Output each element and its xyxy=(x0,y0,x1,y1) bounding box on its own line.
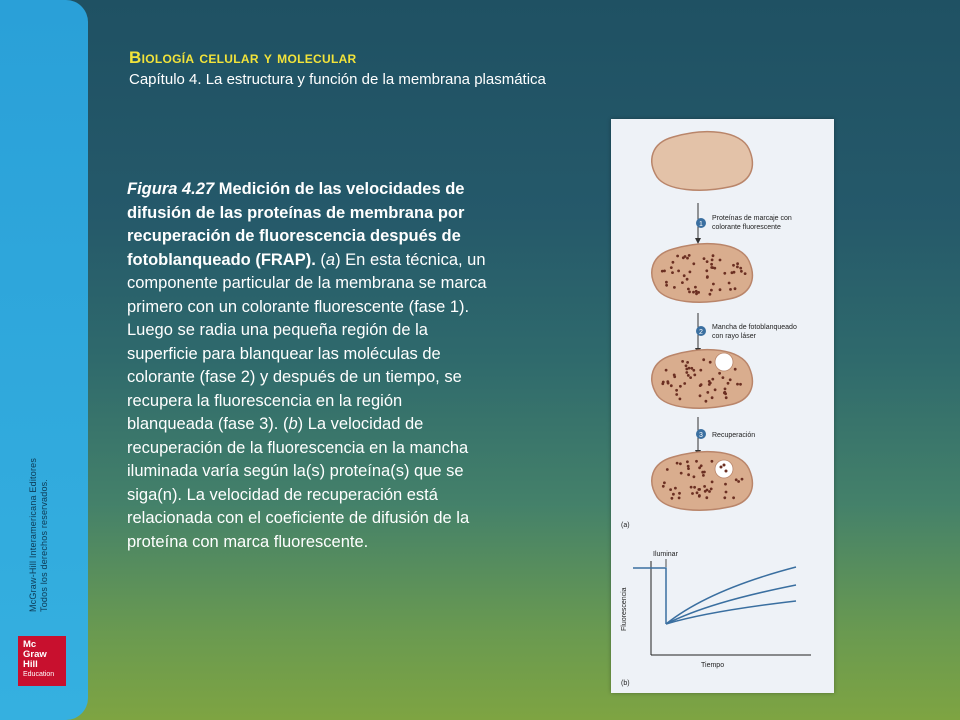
dye-dot xyxy=(686,278,689,281)
dye-dot xyxy=(706,276,709,279)
dye-dot xyxy=(688,291,691,294)
dye-dot xyxy=(699,394,702,397)
dye-dot xyxy=(725,396,728,399)
dye-dot xyxy=(692,262,695,265)
dye-dot xyxy=(682,256,685,259)
dye-dot xyxy=(711,378,714,381)
dye-dot xyxy=(705,496,708,499)
dye-dot xyxy=(666,380,669,383)
step-1-label-line-2: colorante fluorescente xyxy=(712,224,781,231)
dye-dot xyxy=(679,398,682,401)
dye-dot xyxy=(708,383,711,386)
dye-dot xyxy=(672,493,675,496)
dye-dot xyxy=(700,464,703,467)
dye-dot xyxy=(678,492,681,495)
caption-text-2: ) En esta técnica, un componente particular de la membrana se marca primero con un colorante fluorescente (fase 1). Luego se radia una pequeña región de la superficie para blanquear las moléculas de colorante (fase 2) y después de un tiempo, se recupera la fluorescencia en la región blanqueada (fase 3). ( xyxy=(127,250,487,433)
dye-dot xyxy=(685,371,688,374)
dye-dot xyxy=(693,374,696,377)
dye-dot xyxy=(692,291,695,294)
dye-dot xyxy=(703,485,706,488)
dye-dot xyxy=(712,254,715,257)
logo-line-2: Graw xyxy=(23,649,47,660)
dye-dot xyxy=(739,267,742,270)
caption-ref-b: b xyxy=(288,415,298,433)
dye-dot xyxy=(734,368,737,371)
dye-dot xyxy=(723,272,726,275)
dye-dot xyxy=(699,384,702,387)
bleached-spot xyxy=(715,353,733,371)
dye-dot xyxy=(724,388,727,391)
dye-dot xyxy=(683,274,686,277)
dye-dot xyxy=(710,289,713,292)
dye-dot xyxy=(666,468,669,471)
frap-figure xyxy=(611,119,834,693)
dye-dot xyxy=(689,376,692,379)
step-1-label-line-1: Proteínas de marcaje con xyxy=(712,215,792,222)
dye-dot xyxy=(683,382,686,385)
dye-dot xyxy=(729,288,732,291)
dye-dot xyxy=(706,391,709,394)
recovery-curve-slow xyxy=(666,601,796,624)
dye-dot xyxy=(671,497,674,500)
dye-dot xyxy=(711,481,714,484)
dye-dot xyxy=(725,491,728,494)
caption-text-3: ) La velocidad de recuperación de la fluorescencia en la mancha iluminada varía según la(s) proteína(s) que se siga(n). La velocidad de recuperación está relacionada con el coeficiente de difusión de la proteína con marca fluorescente. xyxy=(127,415,470,551)
recovering-spot xyxy=(715,460,733,478)
dye-dot xyxy=(686,361,689,364)
dye-dot xyxy=(732,496,735,499)
dye-dot xyxy=(691,492,694,495)
dye-dot xyxy=(686,257,689,260)
dye-dot xyxy=(695,292,698,295)
caption-text-1: ( xyxy=(315,250,326,269)
dye-dot xyxy=(690,486,693,489)
graph-y-label: Fluorescencia xyxy=(621,587,628,631)
dye-dot xyxy=(687,467,690,470)
dye-dot xyxy=(679,462,682,465)
dye-dot xyxy=(703,257,706,260)
dye-dot xyxy=(704,490,707,493)
dye-dot xyxy=(665,284,668,287)
dye-dot xyxy=(693,486,696,489)
dye-dot xyxy=(696,491,699,494)
step-1-number: 1 xyxy=(699,221,703,228)
dye-dot xyxy=(689,271,692,274)
step-3-label: Recuperación xyxy=(712,432,756,439)
dye-dot xyxy=(711,259,714,262)
dye-dot xyxy=(729,378,732,381)
recovery-dot xyxy=(725,470,728,473)
dye-dot xyxy=(744,272,747,275)
dye-dot xyxy=(709,361,712,364)
cell-recovered xyxy=(652,452,753,511)
figure-title: Medición de las velocidades de difusión de las proteínas de membrana por recuperación de fluorescencia después de fotoblanqueado (FRAP). xyxy=(127,180,465,269)
dye-dot xyxy=(732,264,735,267)
dye-dot xyxy=(718,372,721,375)
book-title: Biología celular y molecular xyxy=(129,48,357,67)
dye-dot xyxy=(672,261,675,264)
dye-dot xyxy=(735,478,738,481)
caption-ref-a: a xyxy=(325,250,336,269)
dye-dot xyxy=(673,374,676,377)
dye-dot xyxy=(711,396,714,399)
dye-dot xyxy=(711,460,714,463)
dye-dot xyxy=(705,400,708,403)
dye-dot xyxy=(670,266,673,269)
copyright-line-2: Todos los derechos reservados. xyxy=(39,478,49,612)
dye-dot xyxy=(710,266,713,269)
dye-dot xyxy=(687,473,690,476)
dye-dot xyxy=(681,360,684,363)
dye-dot xyxy=(687,374,690,377)
dye-dot xyxy=(722,376,725,379)
dye-dot xyxy=(710,488,713,491)
dye-dot xyxy=(702,474,705,477)
dye-dot xyxy=(736,266,739,269)
copyright-line-1: McGraw-Hill Interamericana Editores xyxy=(28,457,38,612)
dye-dot xyxy=(724,483,727,486)
dye-dot xyxy=(685,368,688,371)
dye-dot xyxy=(709,293,712,296)
dye-dot xyxy=(719,259,722,262)
dye-dot xyxy=(723,496,726,499)
frap-diagram xyxy=(611,119,834,693)
dye-dot xyxy=(673,286,676,289)
dye-dot xyxy=(719,288,722,291)
dye-dot xyxy=(681,281,684,284)
dye-dot xyxy=(695,460,698,463)
dye-dot xyxy=(674,487,677,490)
dye-dot xyxy=(663,270,666,273)
dye-dot xyxy=(670,384,673,387)
figure-label: Figura 4.27 xyxy=(127,180,215,198)
dye-dot xyxy=(739,383,742,386)
dye-dot xyxy=(736,383,739,386)
graph-x-label: Tiempo xyxy=(701,662,725,669)
chapter-subtitle: Capítulo 4. La estructura y función de la membrana plasmática xyxy=(129,71,546,88)
dye-dot xyxy=(731,271,734,274)
dye-dot xyxy=(687,465,690,468)
dye-dot xyxy=(708,490,711,493)
dye-dot xyxy=(686,460,689,463)
graph-event-label: Iluminar xyxy=(653,551,678,558)
left-sidebar xyxy=(0,0,88,720)
dye-dot xyxy=(698,488,701,491)
dye-dot xyxy=(675,389,678,392)
step-2-number: 2 xyxy=(699,329,703,336)
dye-dot xyxy=(680,472,683,475)
dye-dot xyxy=(737,480,740,483)
step-2-label-line-1: Mancha de fotoblanqueado xyxy=(712,324,797,331)
dye-dot xyxy=(740,270,743,273)
dye-dot xyxy=(695,290,698,293)
dye-dot xyxy=(678,497,681,500)
dye-dot xyxy=(736,262,739,265)
dye-dot xyxy=(669,488,672,491)
panel-a-label: (a) xyxy=(621,522,630,529)
dye-dot xyxy=(705,269,708,272)
dye-dot xyxy=(701,471,704,474)
dye-dot xyxy=(675,393,678,396)
cell-bleached xyxy=(652,350,753,409)
recovery-dot xyxy=(720,466,723,469)
dye-dot xyxy=(692,369,695,372)
dye-dot xyxy=(685,364,688,367)
dye-dot xyxy=(677,270,680,273)
dye-dot xyxy=(698,495,701,498)
fluorescence-graph xyxy=(621,551,811,687)
dye-dot xyxy=(712,283,715,286)
dye-dot xyxy=(676,462,679,465)
dye-dot xyxy=(694,286,697,289)
dye-dot xyxy=(710,263,713,266)
logo-line-4: Education xyxy=(23,671,55,678)
dye-dot xyxy=(702,358,705,361)
panel-b-label: (b) xyxy=(621,680,630,687)
dye-dot xyxy=(688,254,691,257)
dye-dot xyxy=(741,478,744,481)
step-3-number: 3 xyxy=(699,432,703,439)
publisher-logo xyxy=(18,636,66,686)
dye-dot xyxy=(676,255,679,258)
dye-dot xyxy=(663,481,666,484)
copyright-notice xyxy=(28,372,50,612)
dye-dot xyxy=(699,369,702,372)
logo-line-3: Hill xyxy=(23,659,38,670)
baseline-curve xyxy=(633,568,666,624)
dye-dot xyxy=(690,367,693,370)
dye-dot xyxy=(687,288,690,291)
cell-labeled xyxy=(652,244,753,303)
step-2-label-line-2: con rayo láser xyxy=(712,333,756,340)
dye-dot xyxy=(665,281,668,284)
dye-dot xyxy=(665,369,668,372)
dye-dot xyxy=(727,382,730,385)
dye-dot xyxy=(734,287,737,290)
logo-line-1: Mc xyxy=(23,639,37,650)
dye-dot xyxy=(662,485,665,488)
dye-dot xyxy=(693,475,696,478)
dye-dot xyxy=(723,391,726,394)
figure-caption xyxy=(127,178,489,554)
dye-dot xyxy=(708,380,711,383)
dye-dot xyxy=(714,388,717,391)
dye-dot xyxy=(679,385,682,388)
dye-dot xyxy=(706,260,709,263)
dye-dot xyxy=(671,271,674,274)
dye-dot xyxy=(728,282,731,285)
cell-unlabeled xyxy=(652,132,753,191)
recovery-dot xyxy=(723,464,726,467)
dye-dot xyxy=(662,381,665,384)
